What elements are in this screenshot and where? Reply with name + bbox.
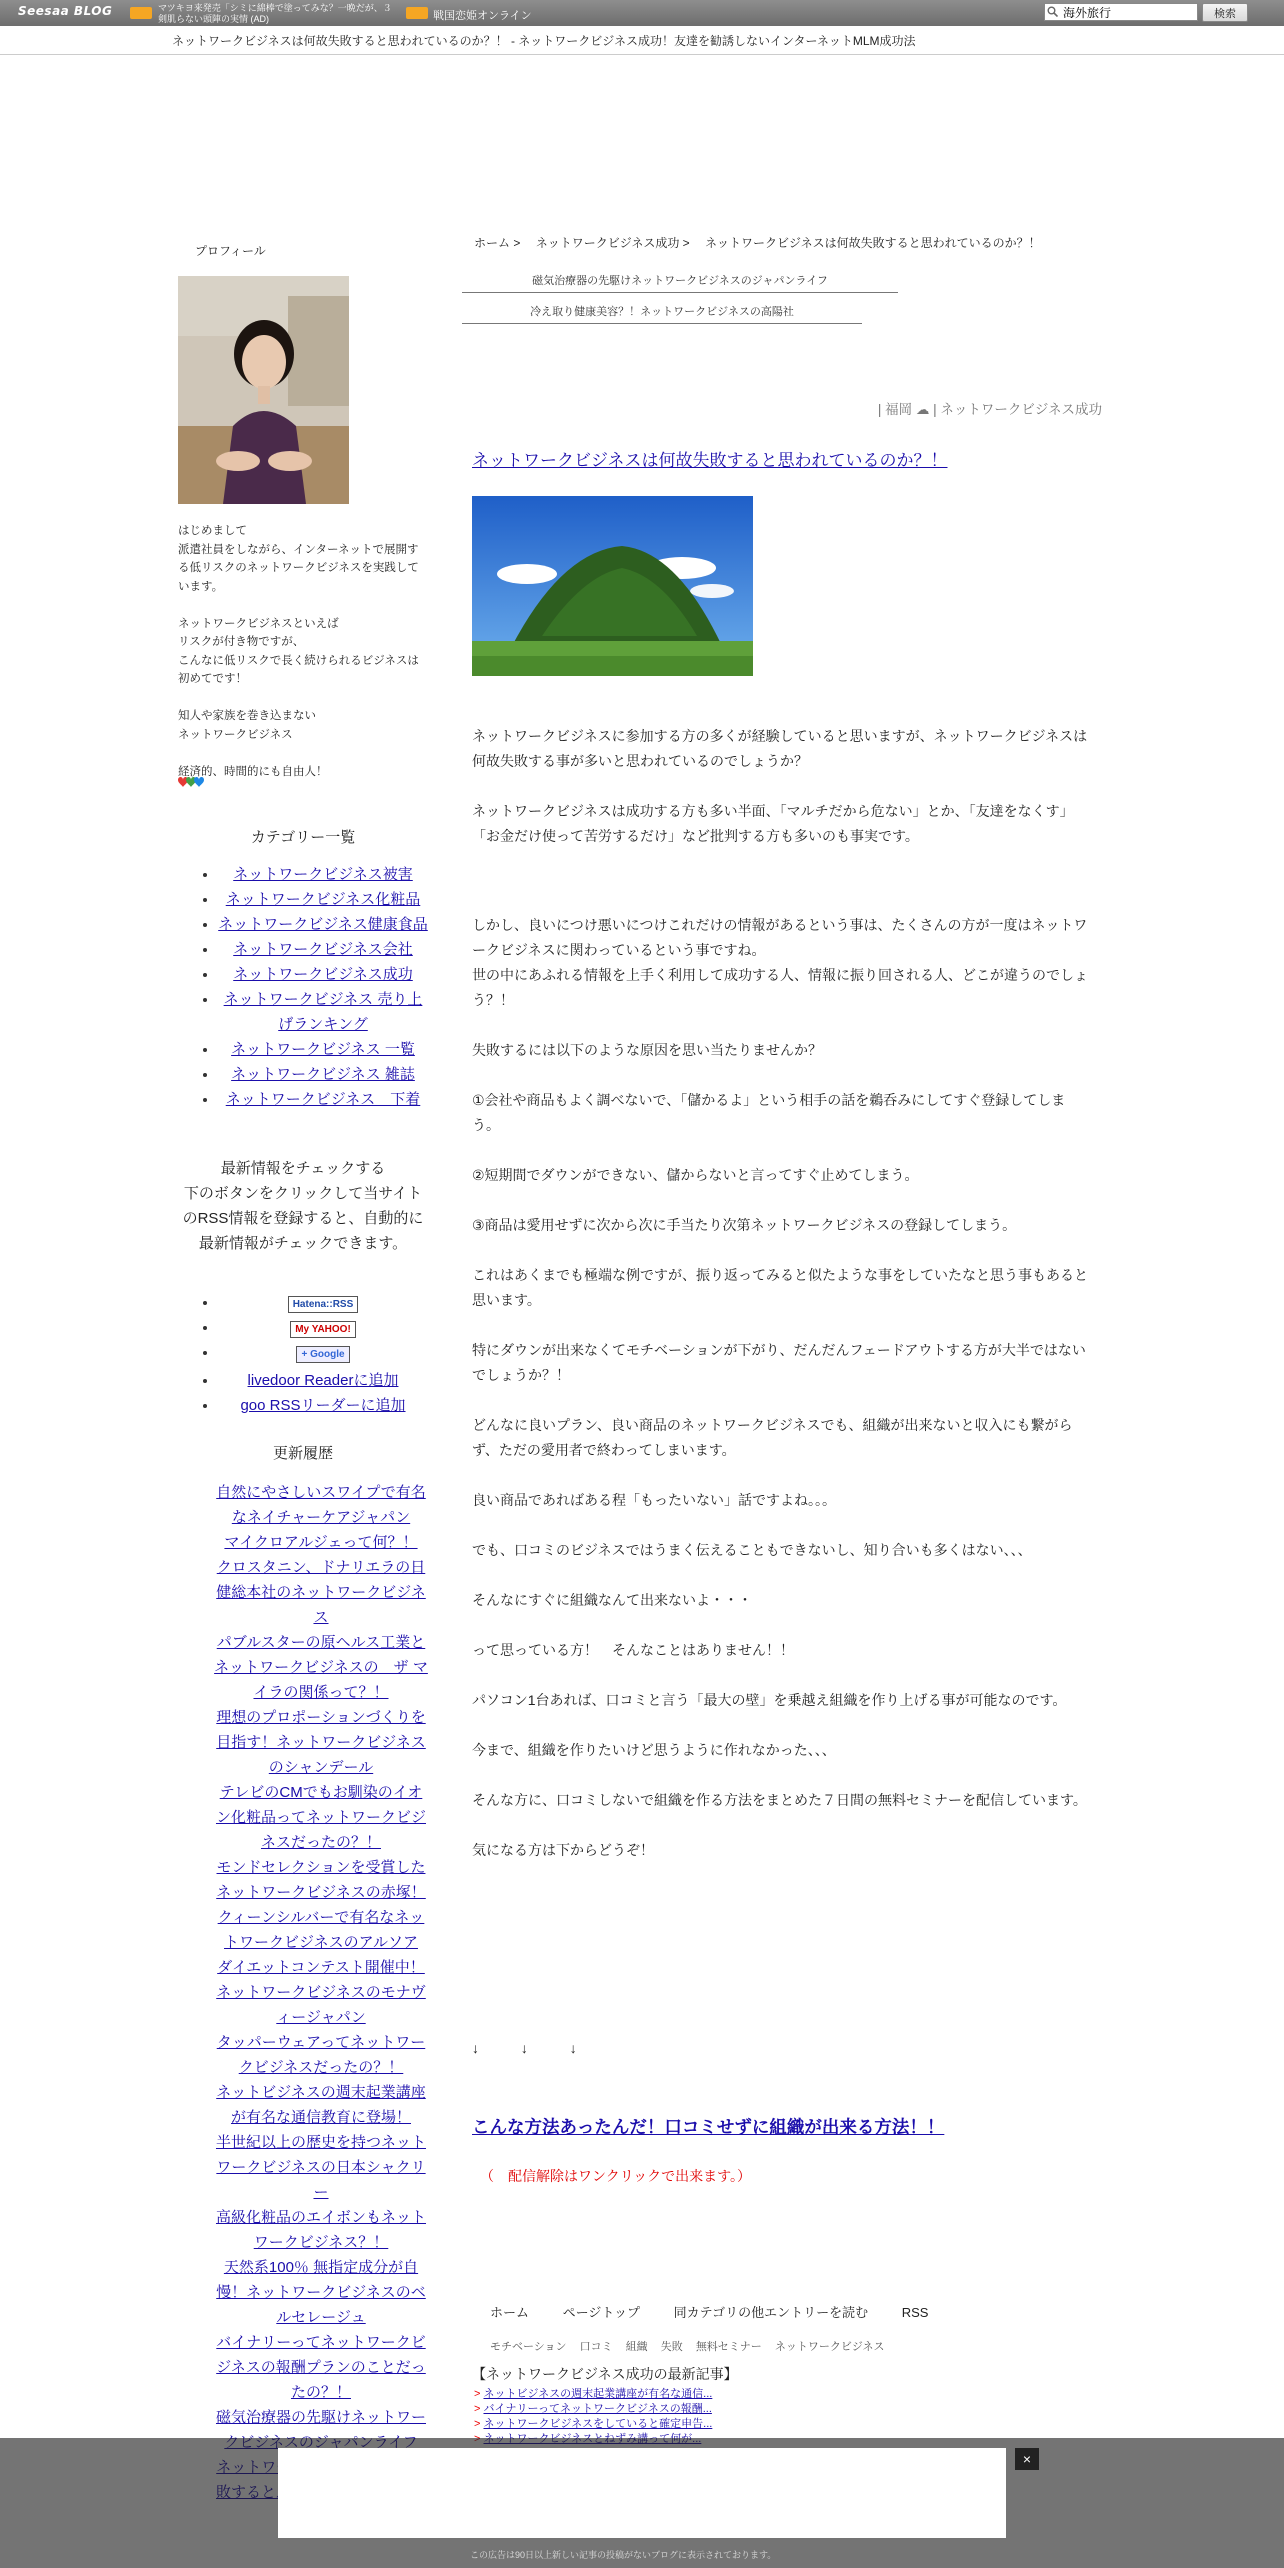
post-image (472, 496, 753, 676)
livedoor-reader-link[interactable]: livedoor Readerに追加 (247, 1372, 399, 1389)
paragraph: ③商品は愛用せずに次から次に手当たり次第ネットワークビジネスの登録してしまう。 (472, 1217, 1017, 1233)
list-item (474, 2417, 712, 2432)
list-item (214, 1855, 428, 1905)
category-link[interactable]: ネットワークビジネス 一覧 (231, 1041, 415, 1058)
history-link[interactable]: タッパーウェアってネットワークビジネスだったの？！ (216, 2034, 426, 2076)
list-item (214, 1530, 428, 1555)
cta-note: （ 配信解除はワンクリックで出来ます。） (480, 2168, 752, 2184)
paragraph: これはあくまでも極端な例ですが、振り返ってみると似たような事をしていたなと思う事もあると思います。 (472, 1267, 1088, 1308)
pr-link[interactable]: 磁気治療器の先駆けネットワークビジネスのジャパンライフ (462, 272, 898, 293)
latest-articles-heading: 【ネットワークビジネス成功の最新記事】 (472, 2366, 738, 2382)
rss-item (218, 1344, 428, 1369)
rss-description: 最新情報をチェックする 下のボタンをクリックして当サイトのRSS情報を登録すると、自動的に最新情報がチェックできます。 (182, 1160, 424, 1252)
paragraph: しかし、良いにつけ悪いにつけこれだけの情報があるという事は、たくさんの方が一度はネットワークビジネスに関わっているという事ですね。 世の中にあふれる情報を上手く利用して成功する人、情報に振り回される人、どこが違うのでしょう？！ (472, 917, 1088, 1008)
post-meta: | 福岡 ☁ | ネットワークビジネス成功 (877, 402, 1102, 417)
paragraph: どんなに良いプラン、良い商品のネットワークビジネスでも、組織が出来ないと収入にも繋がらず、ただの愛用者で終わってしまいます。 (472, 1417, 1073, 1458)
history-link[interactable]: 天然系100％ 無指定成分が自慢！ネットワークビジネスのベルセレージュ (216, 2259, 426, 2326)
list-item (214, 1955, 428, 2030)
history-link[interactable]: モンドセレクションを受賞したネットワークビジネスの赤塚！ (216, 1859, 426, 1901)
seesaa-blog-logo[interactable]: Seesaa BLOG (18, 4, 113, 18)
list-item (214, 1630, 428, 1705)
category-link[interactable]: ネットワークビジネス健康食品 (218, 916, 428, 933)
rss-item (218, 1394, 428, 1419)
rss-item (218, 1319, 428, 1344)
paragraph: 特にダウンが出来なくてモチベーションが下がり、だんだんフェードアウトする方が大半ではないでしょうか？！ (472, 1342, 1086, 1383)
hatena-rss-button[interactable]: Hatena::RSS (288, 1296, 359, 1313)
paragraph: ①会社や商品もよく調べないで、「儲かるよ」という相手の話を鵜呑みにしてすぐ登録してしまう。 (472, 1092, 1066, 1133)
list-item (218, 1087, 428, 1112)
list-item (474, 2402, 712, 2417)
list-item (214, 1780, 428, 1855)
tag-link[interactable]: モチベーション (490, 2341, 567, 2353)
history-link[interactable]: パブルスターの原ヘルス工業とネットワークビジネスの ザ マイラの関係って？！ (214, 1634, 428, 1701)
search-input[interactable] (1044, 3, 1198, 21)
down-arrows: ↓ ↓ ↓ (472, 2040, 577, 2056)
category-heading: カテゴリー一覧 (250, 829, 356, 846)
list-item (218, 1062, 428, 1087)
profile-text: はじめまして 派遣社員をしながら、インターネットで展開する低リスクのネットワークビジネスを実践しています。 ネットワークビジネスといえば リスクが付き物ですが、 こんなに低リスクで長く続けられるビジネスは初めてです！ 知人や家族を巻き込まない ネットワークビジネス 経済的、時間的にも自由人！ (178, 525, 419, 778)
ad-link-1[interactable]: マツキヨ来発売「シミに綿棒で塗ってみな？一晩だが、３剣肌らない頭陣の実情 (AD) (158, 3, 392, 24)
google-add-button[interactable]: + Google (296, 1346, 349, 1363)
breadcrumb (474, 234, 1053, 251)
list-item (214, 2205, 428, 2255)
list-item (214, 2030, 428, 2080)
site-title: ネットワークビジネスは何故失敗すると思われているのか？！ - ネットワークビジネス成功！友達を勧誘しないインターネットMLM成功法 (172, 34, 916, 48)
ad-link-2[interactable]: 戦国恋姫オンライン (433, 10, 532, 22)
paragraph (472, 874, 1092, 888)
ad-badge-icon (130, 7, 152, 19)
paragraph: そんなにすぐに組織なんて出来ないよ・・・ (472, 1592, 752, 1608)
tag-list (490, 2338, 895, 2354)
my-yahoo-button[interactable]: My YAHOO! (290, 1321, 356, 1338)
profile-heading: プロフィール (195, 244, 266, 258)
search-button[interactable]: 検索 (1202, 3, 1248, 22)
list-item (218, 937, 428, 962)
latest-article-link[interactable]: ネットビジネスの週末起業講座が有名な通信... (483, 2388, 713, 2400)
list-item (218, 912, 428, 937)
tag-link[interactable]: 口コミ (579, 2341, 613, 2353)
latest-article-link[interactable]: ネットワークビジネスをしていると確定申告... (483, 2418, 713, 2430)
goo-rss-link[interactable]: goo RSSリーダーに追加 (240, 1397, 406, 1414)
list-item (218, 862, 428, 887)
search-icon (1047, 6, 1058, 17)
seesaa-toolbar (0, 0, 1284, 26)
list-item (214, 1555, 428, 1630)
paragraph: パソコン1台あれば、口コミと言う「最大の壁」を乗越え組織を作り上げる事が可能なのです。 (472, 1692, 1067, 1708)
paragraph: 失敗するには以下のような原因を思い当たりませんか？ (472, 1042, 822, 1058)
tag-link[interactable]: 無料セミナー (695, 2341, 762, 2353)
history-link[interactable]: ダイエットコンテスト開催中！ネットワークビジネスのモナヴィージャパン (216, 1959, 426, 2026)
history-link[interactable]: 理想のプロポーションづくりを目指す！ネットワークビジネスのシャンデール (216, 1709, 426, 1776)
history-link[interactable]: テレビのCMでもお馴染のイオン化粧品ってネットワークビジネスだったの？！ (215, 1784, 426, 1851)
list-item (218, 1037, 428, 1062)
category-link[interactable]: ネットワークビジネス被害 (233, 866, 413, 883)
list-item (214, 2130, 428, 2205)
paragraph: ②短期間でダウンができない、儲からないと言ってすぐ止めてしまう。 (472, 1167, 919, 1183)
history-link[interactable]: バイナリーってネットワークビジネスの報酬プランのことだったの？！ (216, 2334, 426, 2401)
rss-item (218, 1294, 428, 1319)
close-ad-button[interactable]: × (1015, 2448, 1039, 2470)
post-title[interactable]: ネットワークビジネスは何故失敗すると思われているのか？！ (472, 451, 948, 470)
rss-button-list (178, 1294, 428, 1419)
cta-link[interactable]: こんな方法あったんだ！口コミせずに組織が出来る方法！！ (472, 2117, 945, 2137)
paragraph: 気になる方は下からどうぞ！ (472, 1842, 654, 1858)
list-item (218, 887, 428, 912)
divider (0, 54, 1284, 55)
list-item (218, 962, 428, 987)
ad-overlay-content[interactable] (278, 2448, 1006, 2538)
paragraph: ネットワークビジネスに参加する方の多くが経験していると思いますが、ネットワークビジネスは何故失敗する事が多いと思われているのでしょうか？ (472, 728, 1088, 769)
paragraph: ネットワークビジネスは成功する方も多い半面、「マルチだから危ない」とか、「友達をなくす」「お金だけ使って苦労するだけ」など批判する方も多いのも事実です。 (472, 803, 1074, 844)
category-link[interactable]: ネットワークビジネス化粧品 (225, 891, 421, 908)
paragraph: 今まで、組織を作りたいけど思うように作れなかった、、、 (472, 1742, 836, 1758)
category-list (178, 862, 428, 1112)
paragraph: って思っている方！ そんなことはありません！！ (472, 1642, 794, 1658)
history-link[interactable]: ネットビジネスの週末起業講座が有名な通信教育に登場！ (216, 2084, 426, 2126)
hearts-icon (178, 774, 204, 790)
breadcrumb-current: ネットワークビジネスは何故失敗すると思われているのか？！ (705, 236, 1041, 250)
post-body (472, 724, 1092, 1888)
history-link[interactable]: 磁気治療器の先駆けネットワー (215, 2409, 426, 2426)
history-link[interactable]: マイクロアルジェって何？！ (224, 1534, 418, 1551)
rss-item (218, 1369, 428, 1394)
list-item (474, 2387, 712, 2402)
breadcrumb-home[interactable]: ホーム > (474, 236, 521, 250)
category-link[interactable]: ネットワークビジネス 売り上げランキング (223, 991, 423, 1033)
tag-link[interactable]: 失敗 (660, 2341, 683, 2353)
post-footer-nav (490, 2302, 958, 2321)
category-link[interactable]: ネットワークビジネス 下着 (225, 1091, 421, 1108)
footer-category-link[interactable]: 同カテゴリの他エントリーを読む (673, 2305, 869, 2320)
paragraph: そんな方に、口コミしないで組織を作る方法をまとめた７日間の無料セミナーを配信しています。 (472, 1792, 1087, 1808)
tag-link[interactable]: 組織 (625, 2341, 648, 2353)
history-link[interactable]: 高級化粧品のエイボンもネットワークビジネス？！ (215, 2209, 426, 2251)
pr-link[interactable]: 冷え取り健康美容？！ネットワークビジネスの高陽社 (462, 303, 862, 324)
history-link[interactable]: クィーンシルバーで有名なネットワークビジネスのアルソア (217, 1909, 425, 1951)
category-link[interactable]: ネットワークビジネス成功 (233, 966, 413, 983)
paragraph: 良い商品であればある程「もったいない」話ですよね。。。 (472, 1492, 836, 1508)
history-heading: 更新履歴 (272, 1445, 333, 1462)
footer-pagetop-link[interactable]: ページトップ (562, 2305, 640, 2320)
breadcrumb-category[interactable]: ネットワークビジネス成功 > (535, 236, 690, 250)
profile-photo (178, 276, 349, 504)
footer-rss-link[interactable]: RSS (901, 2305, 929, 2320)
history-link[interactable]: クロスタニン、ドナリエラの日健総本社のネットワークビジネス (216, 1559, 426, 1626)
ad-badge-icon (406, 7, 428, 19)
list-item (214, 2255, 428, 2330)
ad-overlay-caption: この広告は90日以上新しい記事の投稿がないブログに表示されております。 (470, 2550, 777, 2560)
category-link[interactable]: ネットワークビジネス 雑誌 (231, 1066, 415, 1083)
list-item (214, 1480, 428, 1530)
list-item (214, 2330, 428, 2405)
paragraph: でも、口コミのビジネスではうまく伝えることもできないし、知り合いも多くはない、、、 (472, 1542, 1032, 1558)
history-list (214, 1480, 428, 2505)
list-item (214, 1705, 428, 1780)
history-link[interactable]: 自然にやさしいスワイプで有名なネイチャーケアジャパン (216, 1484, 426, 1526)
list-item (214, 1905, 428, 1955)
list-item (218, 987, 428, 1037)
category-link[interactable]: ネットワークビジネス会社 (233, 941, 413, 958)
list-item (214, 2080, 428, 2130)
history-link[interactable]: 半世紀以上の歴史を持つネットワークビジネスの日本シャクリー (215, 2134, 426, 2201)
latest-article-link[interactable]: バイナリーってネットワークビジネスの報酬... (483, 2403, 712, 2415)
tag-link[interactable]: ネットワークビジネス (774, 2341, 885, 2353)
footer-home-link[interactable]: ホーム (490, 2305, 530, 2320)
